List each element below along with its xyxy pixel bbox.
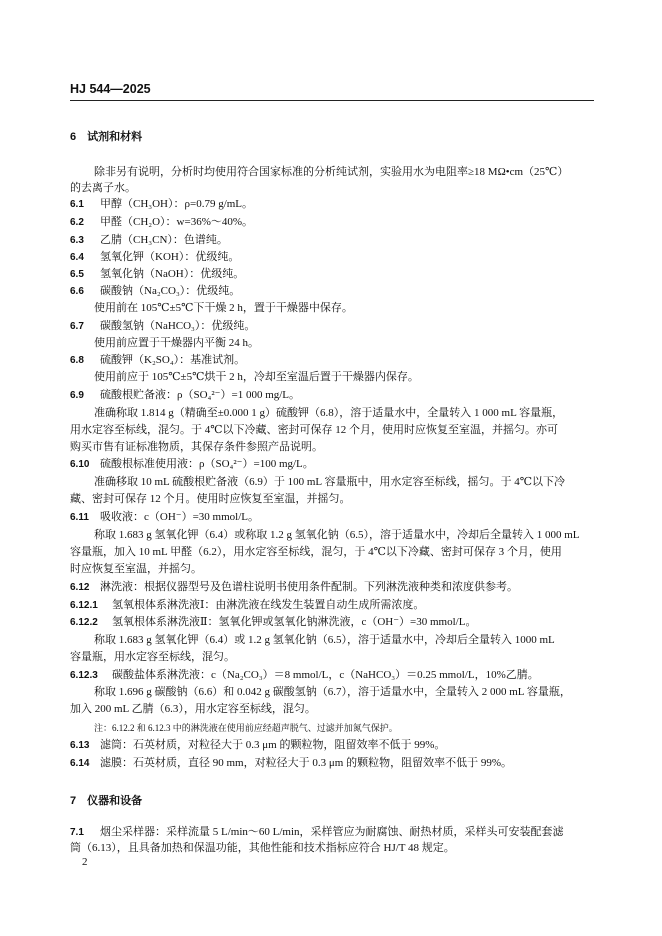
item-6-11-para-2: 容量瓶，加入 10 mL 甲醛（6.2），用水定容至标线，混匀，于 4℃以下冷藏、密封可保存 3 个月，使用 [70,546,562,558]
item-6-1 [70,198,253,211]
item-text: 氢氧化钠（NaOH）：优级纯。 [100,268,245,280]
item-number: 6.12.2 [70,617,98,628]
document-id-header: HJ 544—2025 [70,82,151,96]
item-6-10-para-2: 藏、密封可保存 12 个月。使用时应恢复至室温，并摇匀。 [70,493,351,505]
item-number: 6.10 [70,459,90,470]
item-text: 吸收液：c（OH⁻）=30 mmol/L。 [100,511,259,523]
intro-line-1: 除非另有说明，分析时均使用符合国家标准的分析纯试剂，实验用水为电阻率≥18 MΩ•cm（25℃） [94,166,569,178]
item-6-12-2 [70,616,476,629]
item-6-6-detail: 使用前在 105℃±5℃下干燥 2 h，置于干燥器中保存。 [94,302,353,314]
item-number: 6.2 [70,217,84,228]
item-text: 甲醇（CH₃OH）：ρ=0.79 g/mL。 [100,198,254,210]
item-6-11-para-3: 时应恢复至室温，并摇匀。 [70,563,202,575]
item-6-12 [70,581,518,594]
item-6-9-para-2: 用水定容至标线，混匀。于 4℃以下冷藏、密封可保存 12 个月，使用时应恢复至室温，并摇匀。亦可 [70,424,559,436]
item-6-5 [70,268,244,281]
item-text: 氢氧根体系淋洗液Ⅰ：由淋洗液在线发生装置自动生成所需浓度。 [112,599,425,611]
item-text: 甲醛（CH₂O）：w=36%～40%。 [100,216,254,228]
item-6-11-para-1: 称取 1.683 g 氢氧化钾（6.4）或称取 1.2 g 氢氧化钠（6.5），溶于适量水中，冷却后全量转入 1 000 mL [94,529,580,541]
item-number: 6.7 [70,321,84,332]
item-text: 硫酸根标准使用液：ρ（SO₄²⁻）=100 mg/L。 [100,458,314,470]
item-6-8 [70,354,245,367]
eluent-note: 注：6.12.2 和 6.12.3 中的淋洗液在使用前应经超声脱气、过滤并加氮气保护。 [94,723,398,733]
item-text: 滤膜：石英材质，直径 90 mm，对粒径大于 0.3 μm 的颗粒物，阻留效率不低于 99%。 [100,757,512,769]
item-text: 乙腈（CH₃CN）：色谱纯。 [100,234,228,246]
item-text: 碳酸钠（Na₂CO₃）：优级纯。 [100,285,241,297]
item-text: 碳酸盐体系淋洗液：c（Na₂CO₃）＝8 mmol/L，c（NaHCO₃）＝0.25 mmol/L，10%乙腈。 [112,669,539,681]
item-6-12-3-para-2: 加入 200 mL 乙腈（6.3），用水定容至标线，混匀。 [70,703,316,715]
item-number: 6.1 [70,199,84,210]
item-text: 烟尘采样器：采样流量 5 L/min～60 L/min，采样管应为耐腐蚀、耐热材质，采样头可安装配套滤 [100,826,564,838]
item-number: 6.13 [70,740,90,751]
item-6-7 [70,320,255,333]
item-number: 6.12.1 [70,600,98,611]
item-number: 6.12.3 [70,670,98,681]
item-6-6 [70,285,240,298]
item-number: 6.11 [70,512,89,523]
item-6-9-para-1: 准确称取 1.814 g（精确至±0.000 1 g）硫酸钾（6.8），溶于适量水中，全量转入 1 000 mL 容量瓶， [94,407,564,419]
item-6-3 [70,234,228,247]
item-number: 6.5 [70,269,84,280]
item-6-10 [70,458,314,471]
item-number: 7.1 [70,827,84,838]
item-text: 碳酸氢钠（NaHCO₃）：优级纯。 [100,320,256,332]
item-number: 6.12 [70,582,90,593]
item-6-12-2-para-1: 称取 1.683 g 氢氧化钾（6.4）或 1.2 g 氢氧化钠（6.5），溶于适量水中，冷却后全量转入 1000 mL [94,634,555,646]
item-6-12-3 [70,669,539,682]
item-number: 6.3 [70,235,84,246]
section-7-title: 7 仪器和设备 [70,795,143,807]
item-6-4 [70,251,239,264]
item-number: 6.4 [70,252,84,263]
item-text: 淋洗液：根据仪器型号及色谱柱说明书使用条件配制。下列淋洗液种类和浓度供参考。 [100,581,518,593]
item-number: 6.8 [70,355,84,366]
item-7-1 [70,826,564,839]
item-6-12-2-para-2: 容量瓶，用水定容至标线，混匀。 [70,651,235,663]
item-number: 6.9 [70,390,84,401]
item-6-9-para-3: 购买市售有证标准物质，其保存条件参照产品说明。 [70,441,323,453]
item-text: 滤筒：石英材质，对粒径大于 0.3 μm 的颗粒物，阻留效率不低于 99%。 [100,739,446,751]
item-6-8-detail: 使用前应于 105℃±5℃烘干 2 h，冷却至室温后置于干燥器内保存。 [94,371,419,383]
item-6-14 [70,757,512,770]
intro-line-2: 的去离子水。 [70,182,136,194]
section-6-title: 6 试剂和材料 [70,131,143,143]
item-number: 6.14 [70,758,90,769]
item-6-12-1 [70,599,424,612]
item-6-9 [70,389,300,402]
item-6-12-3-para-1: 称取 1.696 g 碳酸钠（6.6）和 0.042 g 碳酸氢钠（6.7），溶于适量水中，全量转入 2 000 mL 容量瓶， [94,686,571,698]
item-number: 6.6 [70,286,84,297]
item-text: 氢氧根体系淋洗液Ⅱ：氢氧化钾或氢氧化钠淋洗液，c（OH⁻）=30 mmol/L。 [112,616,477,628]
page-number: 2 [82,856,88,868]
item-text: 硫酸钾（K₂SO₄）：基准试剂。 [100,354,246,366]
item-6-13 [70,739,445,752]
item-text: 硫酸根贮备液：ρ（SO₄²⁻）=1 000 mg/L。 [100,389,301,401]
item-6-10-para-1: 准确移取 10 mL 硫酸根贮备液（6.9）于 100 mL 容量瓶中，用水定容至标线，摇匀。于 4℃以下冷 [94,476,566,488]
item-7-1-para-1: 筒（6.13），且具备加热和保温功能，其他性能和技术指标应符合 HJ/T 48 规定。 [70,842,455,854]
item-6-11 [70,511,259,524]
item-6-2 [70,216,253,229]
item-6-7-detail: 使用前应置于干燥器内平衡 24 h。 [94,337,259,349]
item-text: 氢氧化钾（KOH）：优级纯。 [100,251,240,263]
header-rule [70,100,594,101]
